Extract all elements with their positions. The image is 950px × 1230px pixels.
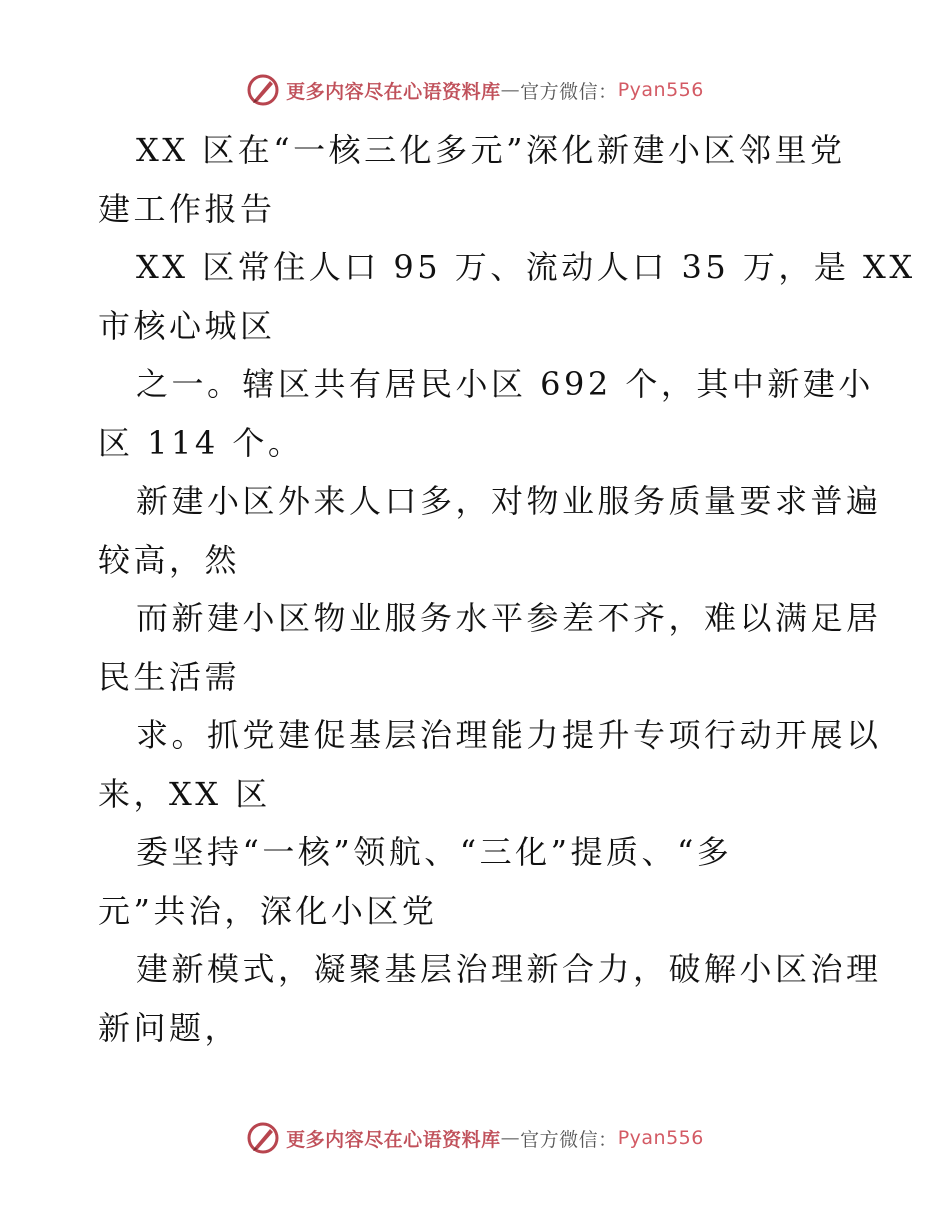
paragraph-line: 区 114 个。 bbox=[98, 423, 304, 462]
watermark-site-text: 更多内容尽在心语资料库 bbox=[286, 80, 501, 103]
quill-pen-circle-icon bbox=[246, 73, 280, 107]
paragraph-line: 求。抓党建促基层治理能力提升专项行动开展以 bbox=[136, 716, 882, 754]
watermark-dash: — bbox=[500, 79, 521, 101]
document-body bbox=[98, 121, 916, 1057]
paragraph-line: 新问题， bbox=[98, 1008, 241, 1047]
footer-watermark bbox=[0, 1118, 950, 1158]
paragraph-line: XX 区常住人口 95 万、流动人口 35 万，是 XX bbox=[136, 248, 916, 286]
paragraph-line: 元”共治，深化小区党 bbox=[98, 891, 438, 930]
paragraph-line: 民生活需 bbox=[98, 657, 241, 696]
header-watermark bbox=[0, 70, 950, 110]
quill-pen-circle-icon bbox=[246, 1121, 280, 1155]
title-line-2: 建工作报告 bbox=[98, 189, 276, 228]
watermark-wechat-id: Pyan556 bbox=[617, 79, 704, 101]
paragraph-line: 之一。辖区共有居民小区 692 个，其中新建小 bbox=[136, 365, 874, 403]
paragraph-line: 建新模式，凝聚基层治理新合力，破解小区治理 bbox=[136, 950, 882, 988]
paragraph-line: 新建小区外来人口多，对物业服务质量要求普遍 bbox=[136, 482, 882, 520]
watermark-wechat-label: 官方微信： bbox=[520, 1128, 618, 1151]
title-line-1: XX 区在“一核三化多元”深化新建小区邻里党 bbox=[136, 131, 846, 169]
paragraph-line: 市核心城区 bbox=[98, 306, 276, 345]
paragraph-line: 来，XX 区 bbox=[98, 774, 271, 813]
paragraph-line: 较高，然 bbox=[98, 540, 241, 579]
watermark-dash: — bbox=[500, 1127, 521, 1149]
paragraph-line: 而新建小区物业服务水平参差不齐，难以满足居 bbox=[136, 599, 882, 637]
watermark-wechat-label: 官方微信： bbox=[520, 80, 618, 103]
paragraph-line: 委坚持“一核”领航、“三化”提质、“多 bbox=[136, 833, 733, 871]
watermark-wechat-id: Pyan556 bbox=[617, 1127, 704, 1149]
watermark-site-text: 更多内容尽在心语资料库 bbox=[286, 1128, 501, 1151]
